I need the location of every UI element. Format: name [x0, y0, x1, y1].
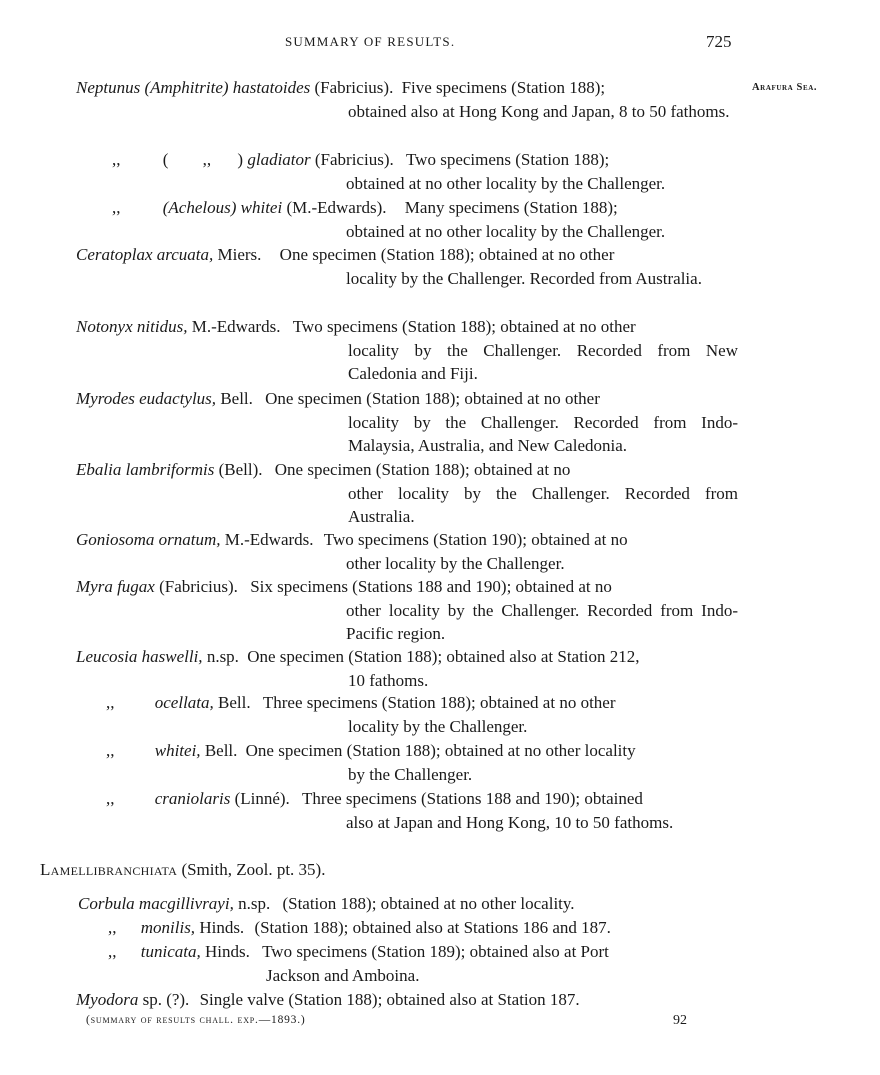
species-entry: [106, 787, 738, 834]
entry-continuation: locality by the Challenger. Recorded from New Caledonia and Fiji.: [348, 340, 738, 384]
entry-first-line: [76, 988, 738, 1012]
subgenus-name: (Amphitrite): [144, 78, 229, 97]
species-authority: Bell.: [218, 693, 251, 712]
entry-first-line: [112, 196, 738, 220]
entry-text: Six specimens (Stations 188 and 190); obtained at no: [250, 577, 612, 596]
entry-first-line: [76, 645, 738, 669]
species-name: Myodora: [76, 990, 139, 1009]
entry-text: Single valve (Station 188); obtained also at Station 187.: [199, 990, 580, 1009]
entry-first-line: [108, 916, 738, 940]
entry-first-line: [106, 691, 738, 715]
signature-mark: 92: [673, 1013, 687, 1028]
entry-first-line: [76, 575, 738, 599]
entry-text: One specimen (Station 188); obtained at no other: [265, 389, 600, 408]
entry-continuation: obtained at no other locality by the Challenger.: [346, 221, 666, 241]
species-name: Notonyx nitidus,: [76, 317, 188, 336]
entry-continuation: locality by the Challenger.: [348, 716, 528, 736]
entry-text: Three specimens (Station 188); obtained at no other: [262, 693, 616, 712]
entry-first-line: [76, 387, 738, 411]
species-name: whitei,: [154, 741, 201, 760]
entry-first-line: [76, 458, 738, 482]
subgenus-name: (Achelous): [162, 198, 237, 217]
entry-text: Two specimens (Station 188);: [405, 150, 610, 169]
entry-continuation: obtained also at Hong Kong and Japan, 8 to 50 fathoms.: [348, 101, 730, 121]
ditto-mark: ,,: [202, 150, 212, 169]
entry-text: Two specimens (Station 188); obtained at no other: [292, 317, 636, 336]
species-name: Goniosoma ornatum,: [76, 530, 221, 549]
footer-note: (summary of results chall. exp.—1893.): [86, 1014, 306, 1026]
entry-text: (Station 188); obtained also at Stations 186 and 187.: [254, 918, 611, 937]
species-entry: [76, 528, 738, 575]
species-authority: M.-Edwards.: [191, 317, 281, 336]
species-authority: Hinds.: [204, 942, 250, 961]
species-authority: M.-Edwards.: [224, 530, 314, 549]
entry-text: Five specimens (Station 188);: [401, 78, 606, 97]
entry-first-line: [78, 892, 738, 916]
species-entry: [78, 892, 738, 916]
page-footer: [0, 1014, 880, 1034]
species-name: Myrodes eudactylus,: [76, 389, 217, 408]
species-name: Leucosia haswelli,: [76, 647, 203, 666]
section-heading-reference: (Smith, Zool. pt. 35).: [181, 860, 326, 879]
species-name: Corbula macgillivrayi,: [78, 894, 234, 913]
species-entry: [76, 575, 738, 646]
section-heading: [40, 860, 325, 880]
entry-continuation: locality by the Challenger. Recorded from Indo-Malaysia, Australia, and New Caledonia.: [348, 412, 738, 456]
entry-continuation: other locality by the Challenger.: [346, 553, 565, 573]
entry-continuation: other locality by the Challenger. Recorded from Indo-Pacific region.: [346, 600, 738, 644]
entry-first-line: [76, 76, 738, 100]
species-authority: Hinds.: [199, 918, 245, 937]
genus-name: Neptunus: [76, 78, 141, 97]
ditto-mark: ,,: [108, 942, 117, 961]
paren-close: ): [237, 150, 244, 169]
species-name: Ebalia lambriformis: [76, 460, 215, 479]
entry-first-line: [76, 528, 738, 552]
species-authority: (Fabricius).: [314, 150, 394, 169]
species-authority: n.sp.: [206, 647, 239, 666]
species-authority: Bell.: [204, 741, 238, 760]
species-authority: sp. (?).: [142, 990, 190, 1009]
species-name: ocellata,: [154, 693, 214, 712]
species-entry: [112, 196, 738, 243]
entry-text: One specimen (Station 188); obtained at no: [274, 460, 571, 479]
species-name: Ceratoplax arcuata,: [76, 245, 214, 264]
species-entry: [108, 940, 738, 987]
paren-open: (: [162, 150, 169, 169]
species-name: tunicata,: [140, 942, 201, 961]
entry-continuation: Jackson and Amboina.: [266, 965, 420, 985]
running-title: SUMMARY OF RESULTS.: [285, 34, 456, 49]
species-authority: (Fabricius).: [314, 78, 394, 97]
entry-text: One specimen (Station 188); obtained at no other: [279, 245, 615, 264]
species-name: gladiator: [247, 150, 311, 169]
species-authority: (Linné).: [234, 789, 290, 808]
page-number: 725: [706, 32, 732, 51]
species-name: craniolaris: [154, 789, 231, 808]
entry-first-line: [76, 315, 738, 339]
entry-first-line: [106, 739, 738, 763]
margin-note: Arafura Sea.: [752, 82, 818, 93]
entry-continuation: 10 fathoms.: [348, 670, 429, 690]
ditto-mark: ,,: [112, 150, 121, 169]
ditto-mark: ,,: [106, 741, 115, 760]
entry-text: (Station 188); obtained at no other locality.: [282, 894, 575, 913]
entry-continuation: obtained at no other locality by the Challenger.: [346, 173, 666, 193]
species-authority: (M.-Edwards).: [286, 198, 387, 217]
ditto-mark: ,,: [108, 918, 117, 937]
page-header: [0, 34, 880, 56]
ditto-mark: ,,: [112, 198, 121, 217]
entry-continuation: other locality by the Challenger. Recorded from Australia.: [348, 483, 738, 527]
species-name: Myra fugax: [76, 577, 155, 596]
species-entry: [106, 739, 738, 786]
species-entry: [106, 691, 738, 738]
entry-continuation: by the Challenger.: [348, 764, 473, 784]
entry-first-line: [76, 243, 738, 267]
species-authority: Bell.: [220, 389, 253, 408]
entry-first-line: [106, 787, 738, 811]
species-authority: (Bell).: [218, 460, 263, 479]
species-entry: [76, 988, 738, 1012]
species-authority: Miers.: [217, 245, 262, 264]
entry-text: Two specimens (Station 189); obtained also at Port: [262, 942, 609, 961]
ditto-mark: ,,: [106, 789, 115, 808]
entry-first-line: [108, 940, 738, 964]
species-entry: [76, 458, 738, 529]
species-name: monilis,: [140, 918, 196, 937]
entry-text: One specimen (Station 188); obtained also at Station 212,: [247, 647, 640, 666]
species-entry: [76, 645, 738, 692]
entry-text: Two specimens (Station 190); obtained at no: [323, 530, 628, 549]
entry-text: One specimen (Station 188); obtained at no other locality: [245, 741, 636, 760]
ditto-mark: ,,: [106, 693, 115, 712]
species-authority: (Fabricius).: [159, 577, 238, 596]
entry-text: Many specimens (Station 188);: [404, 198, 618, 217]
species-entry: [108, 916, 738, 940]
species-entry: [112, 148, 738, 195]
species-entry: [76, 387, 738, 458]
species-entry: [76, 315, 738, 386]
species-entry: [76, 76, 738, 123]
species-name: whitei: [240, 198, 283, 217]
entry-continuation: locality by the Challenger. Recorded from Australia.: [346, 268, 702, 288]
entry-text: Three specimens (Stations 188 and 190); obtained: [302, 789, 643, 808]
species-authority: n.sp.: [238, 894, 271, 913]
section-heading-title: Lamellibranchiata: [40, 860, 178, 879]
entry-continuation: also at Japan and Hong Kong, 10 to 50 fathoms.: [346, 812, 674, 832]
species-entry: [76, 243, 738, 290]
entry-first-line: [112, 148, 738, 172]
species-name: hastatoides: [232, 78, 311, 97]
